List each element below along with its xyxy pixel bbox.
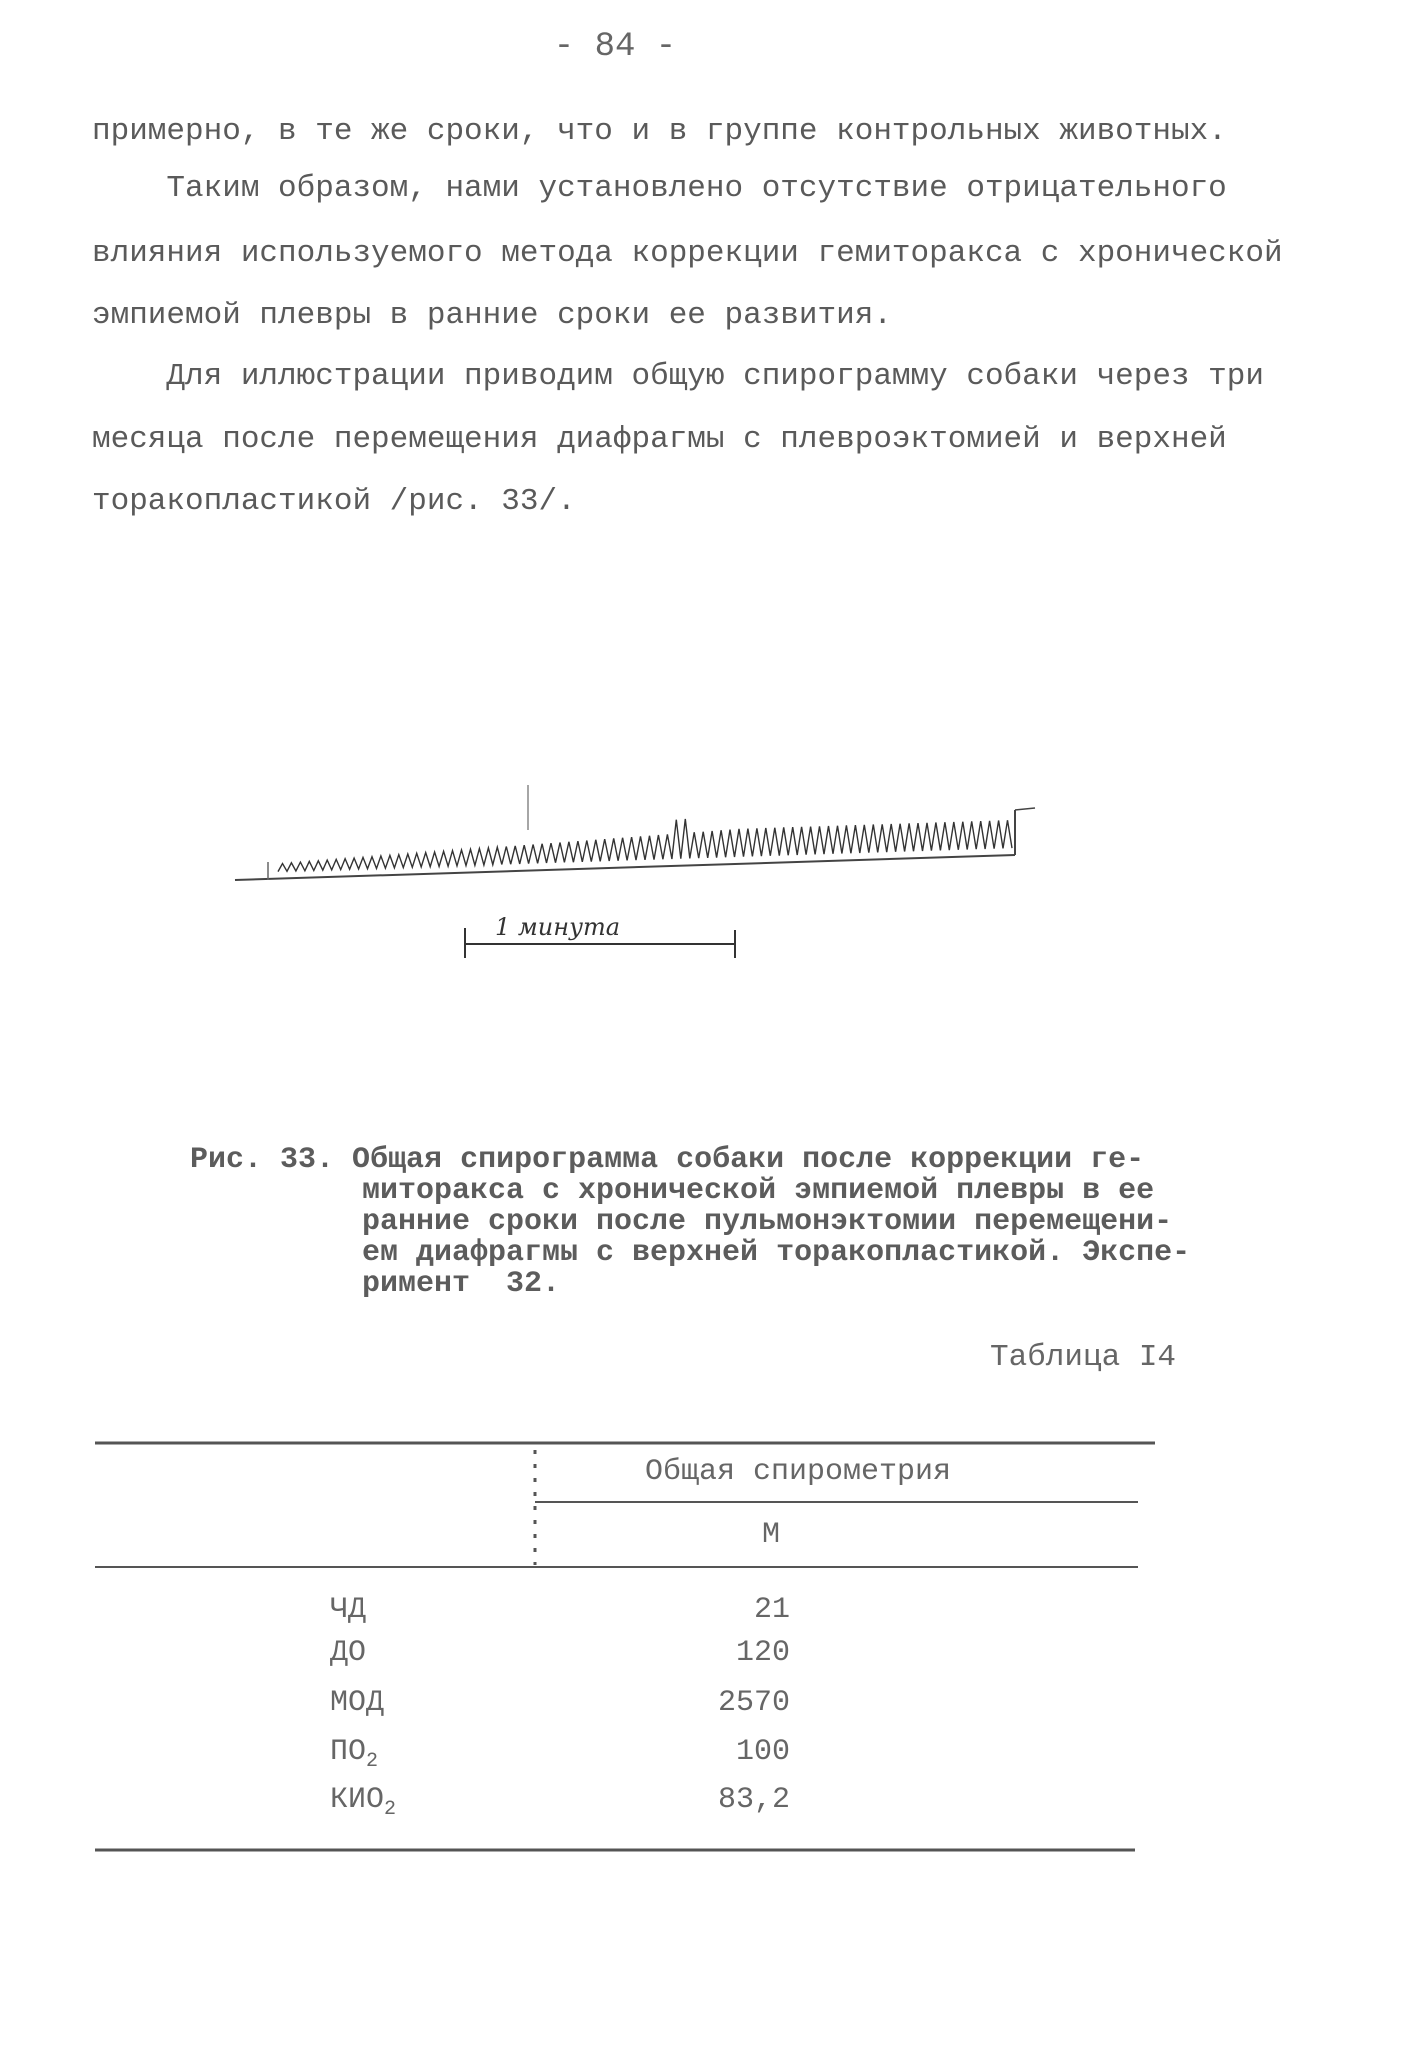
text-line: Для иллюстрации приводим общую спирограмму собаки через три: [92, 359, 1264, 394]
page-number: - 84 -: [553, 28, 677, 66]
caption-line: римент 32.: [362, 1267, 561, 1301]
table-title: Таблица I4: [990, 1340, 1177, 1375]
caption-line: ем диафрагмы с верхней торакопластикой. Экспе-: [362, 1236, 1191, 1270]
table-row-label: $КИО_2$: [330, 1783, 397, 1821]
table-row-value: 83,2: [717, 1783, 790, 1817]
spirogram-baseline: [235, 855, 1015, 880]
table-header-group: Общая спирометрия: [645, 1455, 952, 1489]
text-line: Таким образом, нами установлено отсутствие отрицательного: [92, 171, 1227, 206]
table-row-value: 100: [735, 1735, 790, 1769]
text-line: торакопластикой /рис. 33/.: [92, 484, 576, 519]
scale-bar-label: 1 минута: [495, 913, 621, 941]
table-row-label: $ПО_2$: [330, 1735, 379, 1773]
text-line: месяца после перемещения диафрагмы с плевроэктомией и верхней: [92, 422, 1227, 457]
text-line: примерно, в те же сроки, что и в группе контрольных животных.: [92, 114, 1227, 149]
table-row-value: 120: [735, 1636, 790, 1670]
caption-line: ранние сроки после пульмонэктомии перемещени-: [362, 1205, 1173, 1239]
spirogram-trace: [278, 819, 1012, 872]
table-row-value: 21: [753, 1593, 790, 1627]
figure-caption: [190, 1145, 1290, 1300]
table-row-label: ДО: [330, 1636, 367, 1670]
table-row-label: ЧД: [330, 1593, 367, 1627]
caption-line: миторакса с хронической эмпиемой плевры в ее: [362, 1174, 1155, 1208]
caption-prefix: Рис. 33.: [190, 1143, 335, 1177]
text-line: влияния используемого метода коррекции гемиторакса с хронической: [92, 236, 1283, 271]
caption-line: Общая спирограмма собаки после коррекции ге-: [352, 1143, 1145, 1177]
spirogram-end-tick: [1015, 808, 1035, 810]
text-line: эмпиемой плевры в ранние сроки ее развития.: [92, 298, 892, 333]
table-row-value: 2570: [717, 1686, 790, 1720]
table-header-sub: М: [762, 1518, 781, 1552]
table-row-label: МОД: [330, 1686, 385, 1720]
